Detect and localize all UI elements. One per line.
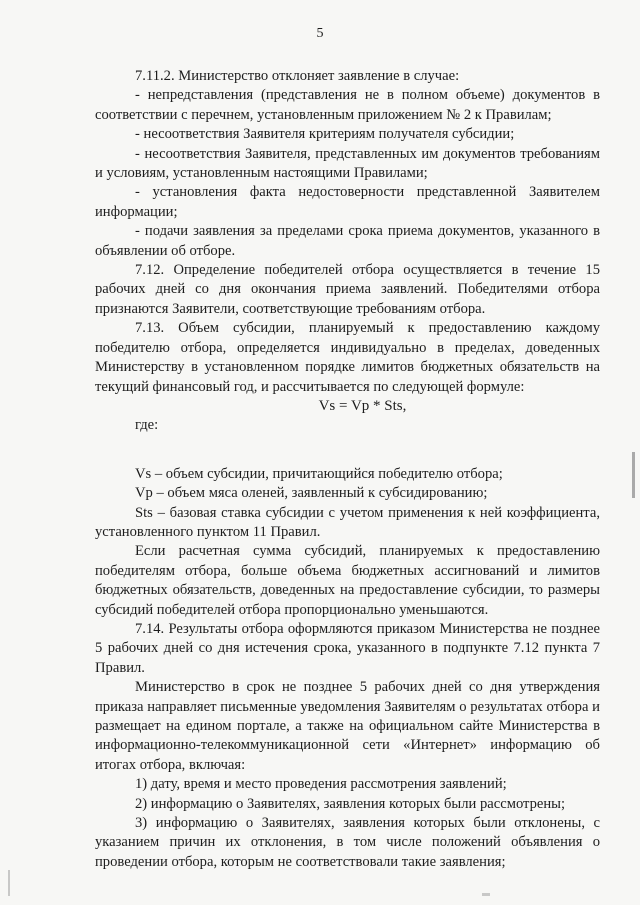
result-item-1: 1) дату, время и место проведения рассмотрения заявлений; [135, 776, 507, 793]
definition-sts: Sts – базовая ставка субсидии с учетом применения к ней коэффициента, установленного пунктом 11 Правил. [95, 504, 600, 540]
paragraph-notification: Министерство в срок не позднее 5 рабочих дней со дня утверждения приказа направляет письменные уведомления Заявителям о результатах отбора и размещает на едином портале, а также на официальном сайте Министерства в информационно-телекоммуникационной сети «Интернет» информацию об итогах отбора, включая: [95, 679, 600, 773]
reason-false-information: - установления факта недостоверности представленной Заявителем информации; [95, 184, 600, 220]
paragraph-7-12: 7.12. Определение победителей отбора осуществляется в течение 15 рабочих дней со дня окончания приема заявлений. Победителями отбора признаются Заявители, соответствующие требованиям отбора. [95, 262, 600, 317]
document-body [95, 67, 600, 872]
page-number: 5 [316, 26, 324, 41]
reason-criteria-mismatch: - несоответствия Заявителя критериям получателя субсидии; [135, 126, 515, 143]
reason-requirements-mismatch: - несоответствия Заявителя, представленных им документов требованиям и условиям, установленным настоящими Правилами; [95, 145, 600, 182]
definition-vs: Vs – объем субсидии, причитающийся победителю отбора; [135, 465, 503, 482]
scan-edge-mark-bottom [482, 893, 490, 896]
scan-edge-mark [632, 452, 635, 498]
paragraph-subsidy-reduction: Если расчетная сумма субсидий, планируемых к предоставлению победителям отбора, больше объема бюджетных ассигнований и лимитов бюджетных обязательств, доведенных на предоставление субсидии, то размеры субсидий победителей отбора пропорционально уменьшаются. [95, 543, 600, 618]
scan-edge-mark-left [8, 870, 10, 896]
formula-where-label: где: [135, 417, 159, 434]
reason-incomplete-documents: - непредставления (представления не в полном объеме) документов в соответствии с перечнем, установленным приложением № 2 к Правилам; [95, 87, 600, 123]
paragraph-7-13: 7.13. Объем субсидии, планируемый к предоставлению каждому победителю отбора, определяется индивидуально в пределах, доведенных Министерству в установленном порядке лимитов бюджетных обязательств на текущий финансовый год, и рассчитывается по следующей формуле: [95, 320, 600, 395]
result-item-3: 3) информацию о Заявителях, заявления которых были отклонены, с указанием причин их отклонения, в том числе положений объявления о проведении отбора, которым не соответствовали такие заявления; [95, 815, 600, 870]
definition-vp: Vp – объем мяса оленей, заявленный к субсидированию; [135, 485, 488, 502]
paragraph-7-14: 7.14. Результаты отбора оформляются приказом Министерства не позднее 5 рабочих дней со дня истечения срока, указанного в подпункте 7.12 пункта 7 Правил. [95, 620, 600, 676]
paragraph-7-11-2: 7.11.2. Министерство отклоняет заявление в случае: [135, 68, 460, 84]
result-item-2: 2) информацию о Заявителях, заявления которых были рассмотрены; [135, 795, 566, 812]
reason-late-submission: - подачи заявления за пределами срока приема документов, указанного в объявлении об отборе. [95, 223, 600, 259]
subsidy-formula: Vs = Vp * Sts, [318, 397, 407, 414]
